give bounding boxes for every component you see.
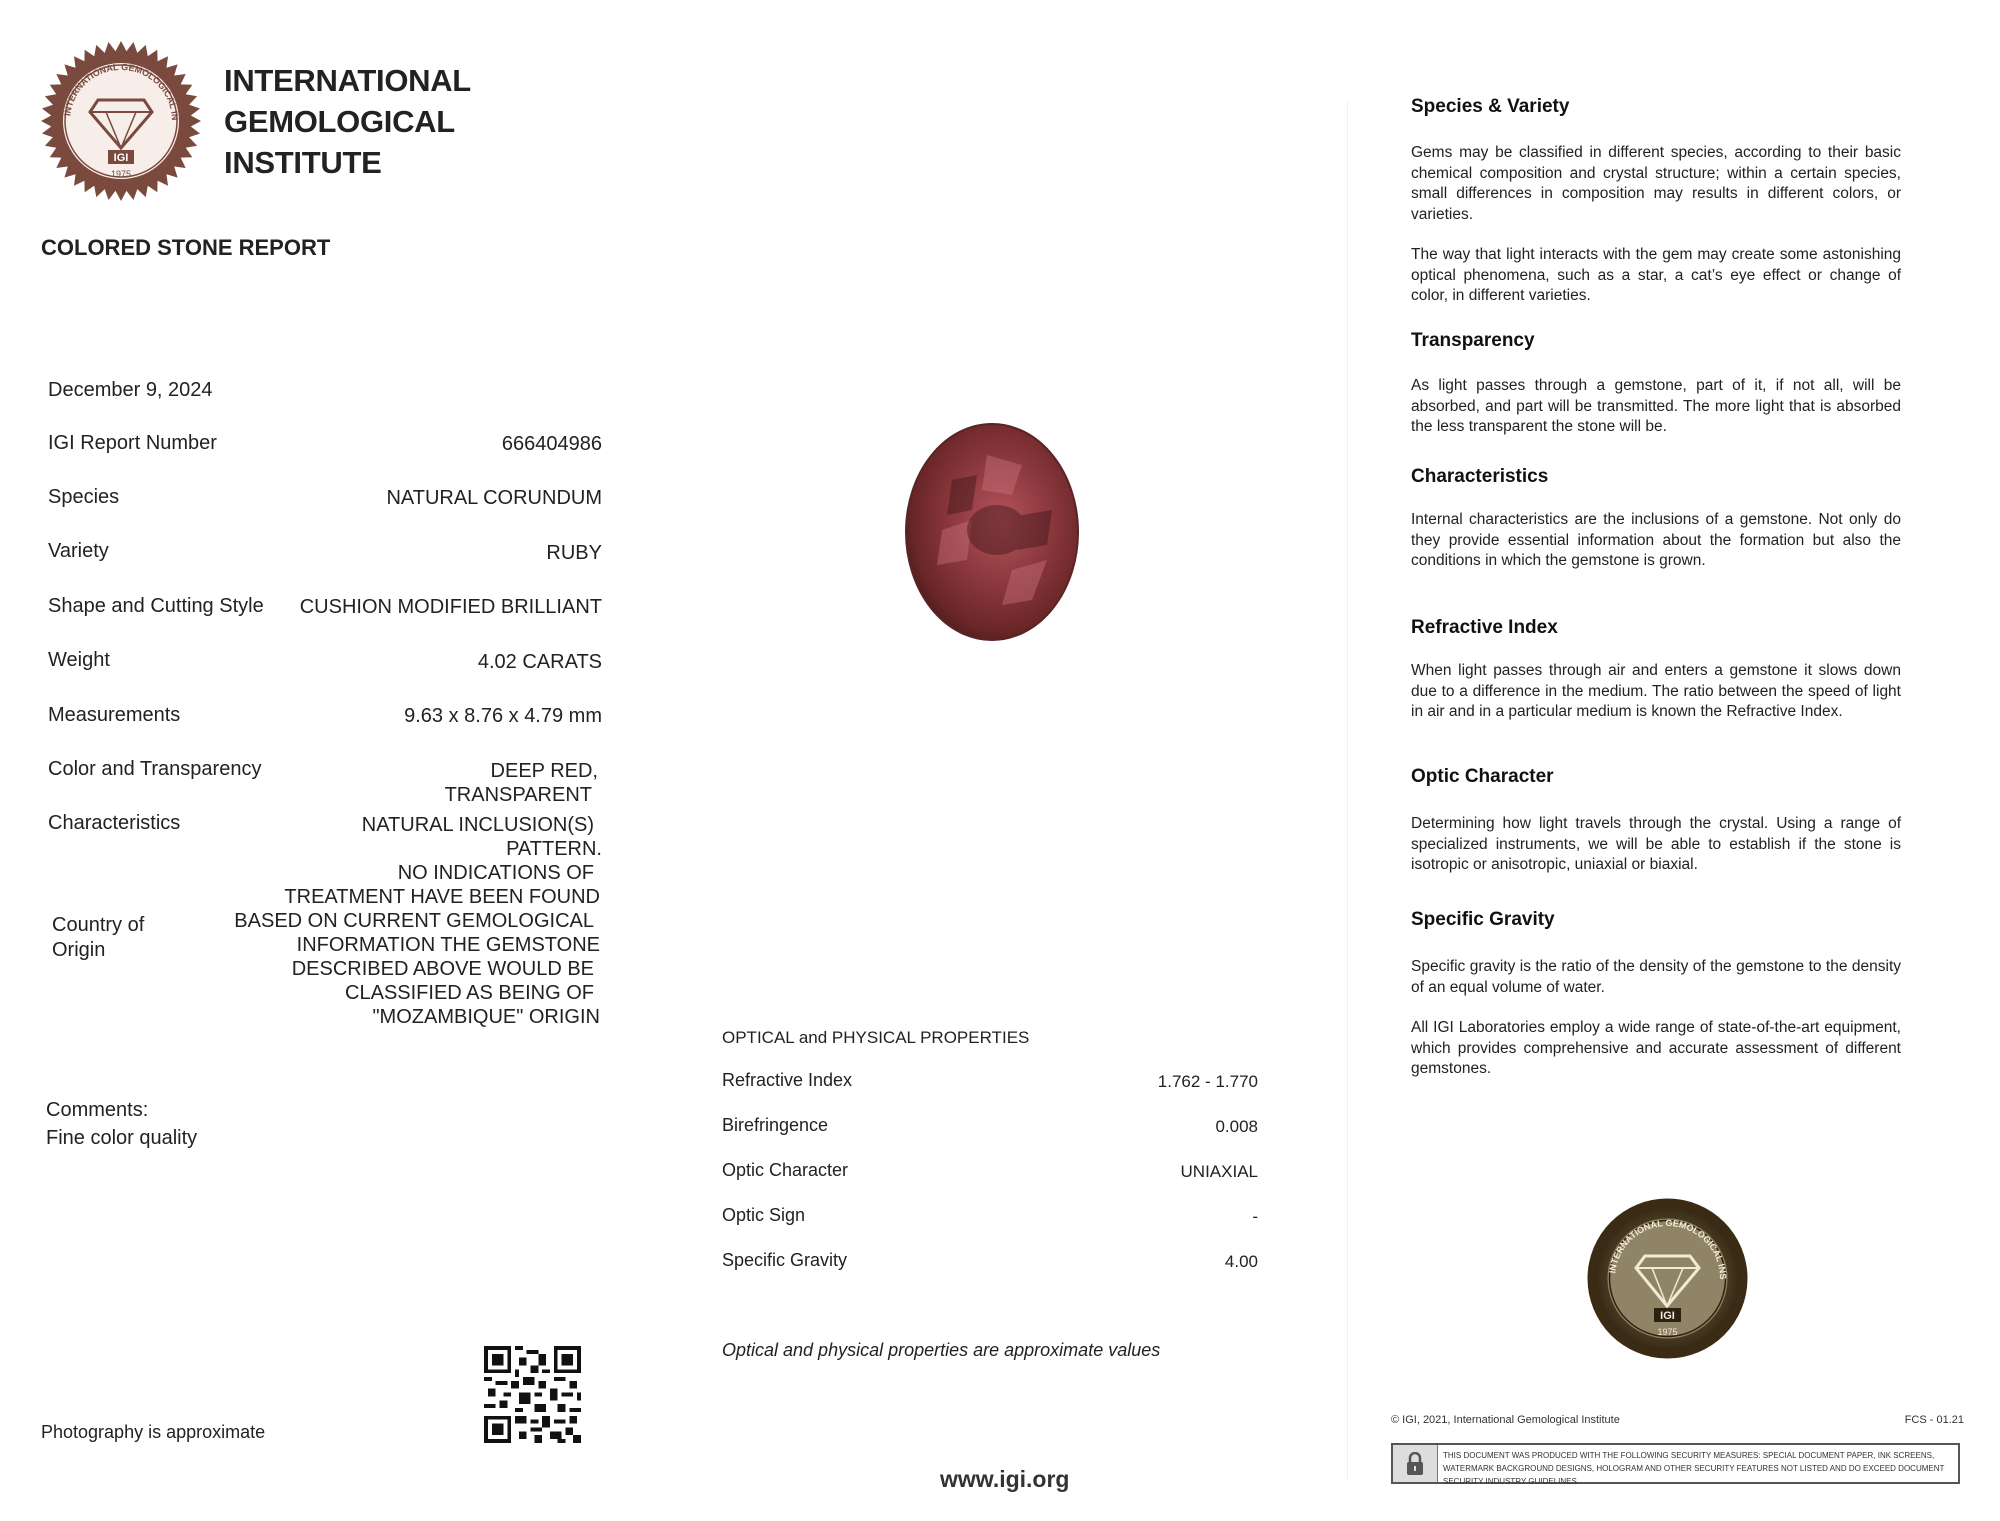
section-text-species-variety-2: The way that light interacts with the gem may create some astonishing optical phenomena, such as a star, a cat’s eye effect or change of color, in different varieties. — [1411, 246, 1901, 304]
svg-text:INTERNATIONAL GEMOLOGICAL INST: INTERNATIONAL GEMOLOGICAL IN — [62, 61, 181, 121]
optical-note: Optical and physical properties are approximate values — [722, 1340, 1161, 1360]
report-title: COLORED STONE REPORT — [41, 235, 331, 260]
section-heading-characteristics: Characteristics — [1411, 466, 1549, 487]
field-value-weight: 4.02 CARATS — [477, 651, 602, 673]
field-value-characteristics: NATURAL INCLUSION(S) PATTERN. — [361, 814, 602, 860]
section-text-specific-gravity-2: All IGI Laboratories employ a wide range of state-of-the-art equipment, which provides comprehensive and accurate assessment of different gemstones. — [1411, 1019, 1901, 1077]
section-text-optic-character: Determining how light travels through the crystal. Using a range of specialized instruments, we will be able to establish if the stone is isotropic or anisotropic, uniaxial or biaxial. — [1411, 815, 1901, 873]
optical-label-birefringence: Birefringence — [722, 1115, 829, 1135]
field-label-measurements: Measurements — [48, 704, 181, 726]
field-label-report-number: IGI Report Number — [48, 432, 217, 454]
field-label-variety: Variety — [48, 540, 109, 562]
optical-label-refractive-index: Refractive Index — [722, 1070, 853, 1090]
security-notice-text: THIS DOCUMENT WAS PRODUCED WITH THE FOLLOWING SECURITY MEASURES: SPECIAL DOCUMENT PAPER, INK SCREENS, WATERMARK BACKGROUND DESIGNS, HOLOGRAM AND OTHER SECURITY FEATURES NOT LISTED AND DO EXCEED DOCUMENT SECURITY INDUSTRY GUIDELINES. — [1443, 1451, 1945, 1486]
comments-value: Fine color quality — [46, 1127, 198, 1149]
gemstone-photo — [902, 420, 1082, 645]
field-label-origin: Country of Origin — [52, 914, 145, 961]
optical-label-optic-sign: Optic Sign — [722, 1205, 806, 1225]
optical-value-birefringence: 0.008 — [1215, 1117, 1258, 1136]
svg-text:INTERNATIONAL GEMOLOGICAL INST: INTERNATIONAL GEMOLOGICAL INS — [1607, 1217, 1729, 1280]
optical-value-refractive-index: 1.762 - 1.770 — [1157, 1072, 1258, 1091]
section-text-specific-gravity-1: Specific gravity is the ratio of the density of the gemstone to the density of an equal volume of water. — [1411, 958, 1901, 996]
photo-note: Photography is approximate — [41, 1422, 266, 1442]
section-text-refractive-index: When light passes through air and enters a gemstone it slows down due to a difference in the medium. The ratio between the speed of light in air and in a particular medium is known the Refractive Index. — [1411, 662, 1901, 720]
field-label-color: Color and Transparency — [48, 758, 262, 780]
section-text-species-variety-1: Gems may be classified in different species, according to their basic chemical composition and crystal structure; within a certain species, small differences in composition may results in different colors, or varieties. — [1411, 144, 1901, 223]
optical-label-optic-character: Optic Character — [722, 1160, 849, 1180]
optical-value-optic-character: UNIAXIAL — [1180, 1162, 1258, 1181]
svg-text:IGI: IGI — [1660, 1310, 1675, 1322]
svg-text:1975: 1975 — [110, 169, 132, 179]
optical-value-optic-sign: - — [1252, 1207, 1258, 1226]
form-code: FCS - 01.21 — [1904, 1414, 1964, 1426]
field-label-shape: Shape and Cutting Style — [48, 595, 264, 617]
report-date: December 9, 2024 — [48, 379, 213, 401]
comments — [46, 1096, 197, 1152]
field-value-species: NATURAL CORUNDUM — [386, 487, 602, 509]
security-notice — [1391, 1443, 1960, 1484]
svg-text:IGI: IGI — [113, 152, 129, 164]
optical-properties-header: OPTICAL and PHYSICAL PROPERTIES — [722, 1028, 1030, 1047]
section-heading-species-variety: Species & Variety — [1411, 96, 1570, 117]
comments-label: Comments: — [46, 1099, 149, 1121]
svg-text:1975: 1975 — [1657, 1327, 1678, 1337]
section-heading-refractive-index: Refractive Index — [1411, 617, 1558, 638]
field-label-characteristics: Characteristics — [48, 812, 181, 834]
copyright: © IGI, 2021, International Gemological Institute — [1391, 1414, 1620, 1426]
section-heading-specific-gravity: Specific Gravity — [1411, 909, 1555, 930]
section-heading-transparency: Transparency — [1411, 330, 1535, 351]
field-value-shape: CUSHION MODIFIED BRILLIANT — [299, 596, 602, 618]
section-text-characteristics: Internal characteristics are the inclusions of a gemstone. Not only do they provide essential information about the formation but also the conditions in which the gemstone is grown. — [1411, 511, 1901, 569]
field-label-species: Species — [48, 486, 120, 508]
institute-name: INTERNATIONAL GEMOLOGICAL INSTITUTE — [224, 63, 471, 180]
section-heading-optic-character: Optic Character — [1411, 766, 1554, 787]
igi-seal-logo — [40, 40, 202, 202]
section-text-transparency: As light passes through a gemstone, part of it, if not all, will be absorbed, and part will be transmitted. The more light that is absorbed the less transparent the stone will be. — [1411, 377, 1901, 435]
optical-label-specific-gravity: Specific Gravity — [722, 1250, 848, 1270]
field-value-measurements: 9.63 x 8.76 x 4.79 mm — [404, 705, 602, 727]
field-value-color: DEEP RED, TRANSPARENT — [444, 760, 598, 806]
optical-value-specific-gravity: 4.00 — [1224, 1252, 1258, 1271]
lock-icon — [1393, 1445, 1438, 1482]
website-link[interactable]: www.igi.org — [940, 1466, 1070, 1492]
field-value-origin: NO INDICATIONS OF TREATMENT HAVE BEEN FOUND BASED ON CURRENT GEMOLOGICAL INFORMATION THE GEMSTONE DESCRIBED ABOVE WOULD BE CLASSIFIED AS BEING OF "MOZAMBIQUE" ORIGIN — [234, 862, 600, 1028]
field-value-variety: RUBY — [546, 542, 602, 564]
field-label-weight: Weight — [48, 649, 110, 671]
field-value-report-number: 666404986 — [501, 433, 602, 455]
hologram-seal — [1585, 1196, 1750, 1361]
qr-code[interactable] — [484, 1346, 581, 1443]
panel-divider — [1347, 100, 1348, 1480]
